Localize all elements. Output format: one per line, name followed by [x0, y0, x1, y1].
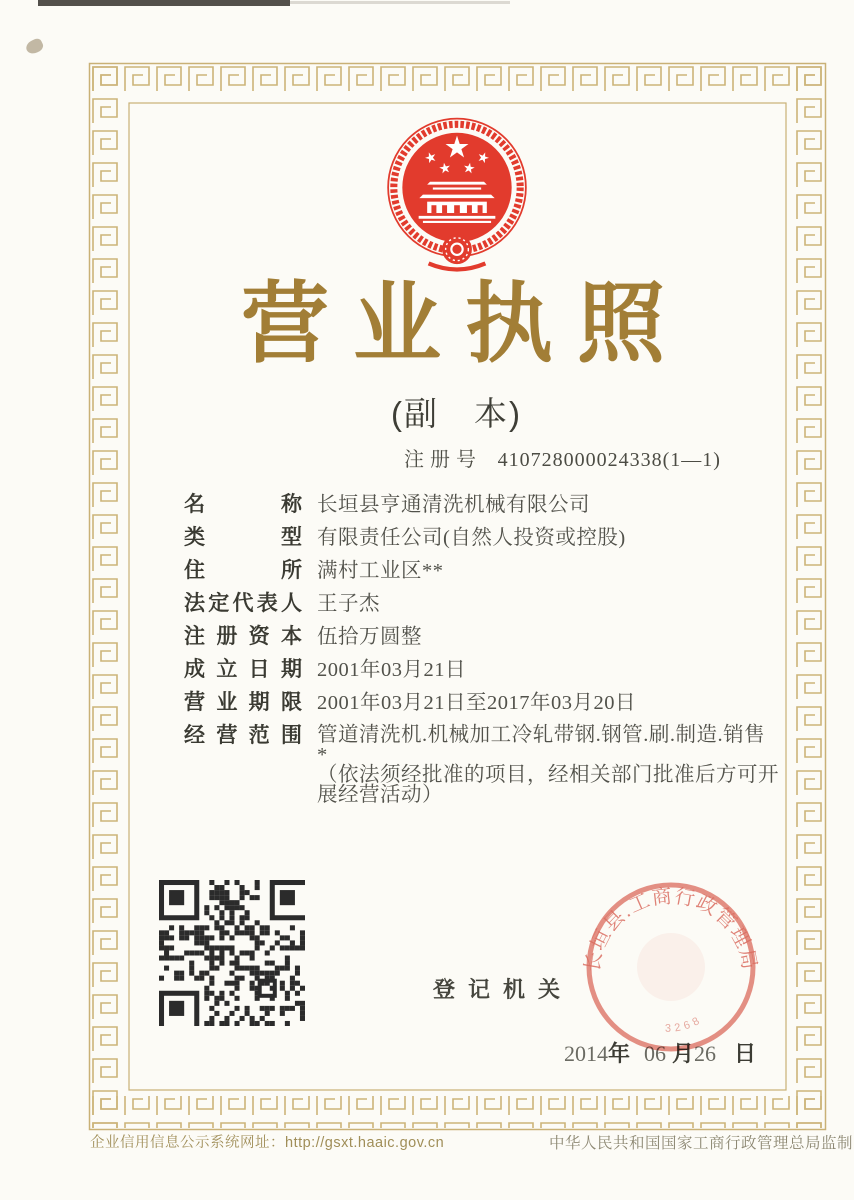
- year-unit: 年: [608, 1041, 631, 1066]
- day-unit: 日: [734, 1041, 757, 1066]
- field-value: 王子杰: [317, 593, 380, 615]
- public-notice-url: 企业信用信息公示系统网址：http://gsxt.haaic.gov.cn: [90, 1135, 445, 1151]
- official-seal-icon: [582, 878, 760, 1056]
- info-row-established: [184, 659, 790, 681]
- scope-line: 展经营活动）: [317, 784, 443, 806]
- svg-text:3268: [665, 1013, 705, 1034]
- seal-code: 3268: [664, 1013, 706, 1035]
- field-label: 住所: [184, 559, 302, 582]
- field-label: 法定代表人: [184, 592, 302, 615]
- info-row-address: [184, 560, 790, 582]
- field-label: 注册资本: [184, 625, 302, 648]
- info-row-legal-rep: [184, 593, 790, 615]
- month-unit: 月: [672, 1041, 695, 1066]
- field-label: 名称: [184, 493, 302, 516]
- scope-line: （依法须经批准的项目，经相关部门批准后方可开: [317, 764, 779, 786]
- license-subtitle: (副 本): [391, 395, 522, 432]
- scan-artifact-strip-light: [290, 1, 510, 4]
- field-value: 2001年03月21日: [317, 659, 466, 681]
- info-row-name: [184, 494, 790, 516]
- registration-number-row: [404, 443, 721, 472]
- issue-month: 06: [644, 1041, 667, 1066]
- info-row-term: [184, 692, 790, 714]
- issuing-authority-note: 中华人民共和国国家工商行政管理总局监制: [549, 1135, 854, 1152]
- license-title: 营业执照: [241, 274, 690, 373]
- field-label: 经营范围: [184, 724, 302, 747]
- info-row-type: [184, 527, 790, 549]
- field-label: 类型: [184, 526, 302, 549]
- field-value: 长垣县亨通清洗机械有限公司: [317, 494, 590, 516]
- info-row-scope: [184, 725, 790, 805]
- field-value: 伍拾万圆整: [317, 626, 422, 648]
- business-info-table: [184, 494, 790, 816]
- registry-authority-label: 登记机关: [433, 977, 574, 1002]
- scan-artifact-strip: [38, 0, 290, 6]
- registration-number-value: 410728000024338(1—1): [497, 449, 721, 471]
- issue-year: 2014: [564, 1041, 608, 1066]
- scope-line: *: [317, 744, 328, 766]
- seal-arc-text: 长垣县.工商行政管理局: [582, 885, 760, 974]
- info-row-capital: [184, 626, 790, 648]
- field-label: 营业期限: [184, 691, 302, 714]
- field-value: 2001年03月21日至2017年03月20日: [317, 692, 636, 714]
- field-value: 满村工业区**: [317, 560, 444, 582]
- registration-number-label: 注册号: [404, 449, 482, 471]
- qr-code-icon: [159, 880, 305, 1026]
- scope-line: 管道清洗机.机械加工冷轧带钢.钢管.刷.制造.销售: [317, 724, 766, 746]
- field-value: 有限责任公司(自然人投资或控股): [317, 527, 626, 549]
- field-label: 成立日期: [184, 658, 302, 681]
- national-emblem-icon: [386, 112, 528, 280]
- scan-smudge: [24, 37, 45, 56]
- issue-day: 26: [694, 1041, 717, 1066]
- field-value: [317, 725, 790, 805]
